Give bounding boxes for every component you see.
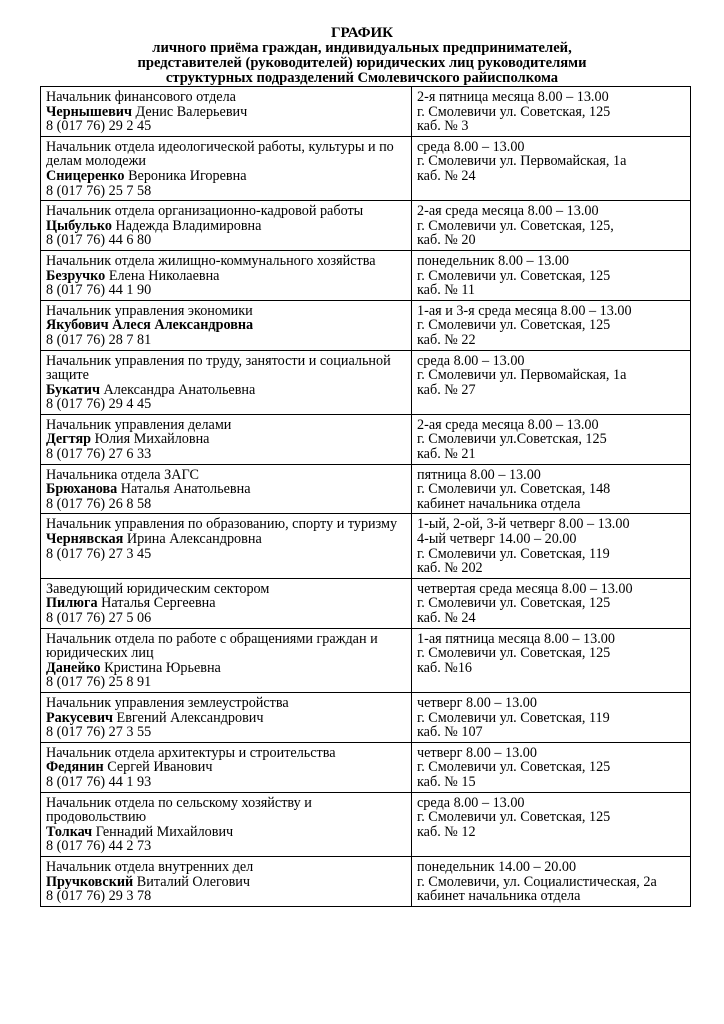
official-surname: Сницеренко [46,167,125,184]
official-given-name: Сергей Иванович [103,759,213,776]
official-given-name: Евгений Александрович [113,709,264,726]
official-surname: Цыбулько [46,217,112,234]
position-title: Начальник управления по образованию, спорту и туризму [46,516,398,533]
position-title: Начальник отдела организационно-кадровой работы [46,203,364,220]
official-given-name: Кристина Юрьевна [100,659,221,676]
schedule-cell [412,742,691,792]
schedule-line: г. Смолевичи ул. Советская, 125 [417,645,611,662]
schedule-line: 2-ая среда месяца 8.00 – 13.00 [417,203,599,220]
official-given-name: Надежда Владимировна [111,217,262,234]
schedule-cell [412,628,691,692]
official-name [46,318,406,333]
schedule-cell [412,578,691,628]
table-row [41,87,691,137]
position-title: Начальник отдела внутренних дел [46,858,254,875]
phone-number: 8 (017 76) 44 2 73 [46,838,152,855]
official-cell [41,201,412,251]
position-title: Начальник отдела по сельскому хозяйству и продовольствию [46,794,312,826]
phone-number: 8 (017 76) 44 1 90 [46,282,152,299]
official-cell [41,792,412,856]
official-name [46,482,406,497]
official-name [46,269,406,284]
official-given-name: Ирина Александровна [123,531,262,548]
official-surname: Толкач [46,823,93,840]
schedule-line: 1-ый, 2-ой, 3-й четверг 8.00 – 13.00 [417,516,630,533]
official-name [46,532,406,547]
schedule-line: г. Смолевичи ул. Советская, 125 [417,595,611,612]
schedule-cell [412,300,691,350]
schedule-line: каб. № 3 [417,118,469,135]
official-surname: Букатич [46,381,100,398]
schedule-line: г. Смолевичи ул. Советская, 125 [417,317,611,334]
official-surname: Якубович Алеся Александровна [46,317,254,334]
schedule-cell [412,514,691,578]
official-surname: Пилюга [46,595,98,612]
schedule-line: среда 8.00 – 13.00 [417,794,525,811]
official-name [46,596,406,611]
schedule-line: понедельник 8.00 – 13.00 [417,252,570,269]
schedule-line: понедельник 14.00 – 20.00 [417,858,577,875]
phone-number: 8 (017 76) 44 1 93 [46,773,152,790]
subtitle-line-2: представителей (руководителей) юридических лиц руководителями [137,55,587,71]
official-name [46,383,406,398]
schedule-cell [412,414,691,464]
phone-number: 8 (017 76) 44 6 80 [46,232,152,249]
official-cell [41,250,412,300]
schedule-cell [412,792,691,856]
official-name [46,825,406,840]
official-given-name: Виталий Олегович [133,873,251,890]
schedule-line: 1-ая и 3-я среда месяца 8.00 – 13.00 [417,302,632,319]
official-given-name: Геннадий Михайлович [92,823,234,840]
table-row [41,464,691,514]
official-cell [41,87,412,137]
official-given-name: Наталья Анатольевна [117,481,251,498]
official-surname: Чернявская [46,531,124,548]
schedule-line: 2-ая среда месяца 8.00 – 13.00 [417,416,599,433]
schedule-line: г. Смолевичи ул. Советская, 125 [417,103,611,120]
schedule-line: среда 8.00 – 13.00 [417,352,525,369]
table-row [41,856,691,906]
position-title: Начальник финансового отдела [46,89,236,105]
official-given-name: Александра Анатольевна [99,381,256,398]
schedule-line: каб. № 107 [417,724,483,741]
official-given-name: Юлия Михайловна [91,431,210,448]
schedule-line: каб. № 202 [417,560,483,577]
schedule-cell [412,201,691,251]
phone-number: 8 (017 76) 27 5 06 [46,610,152,626]
schedule-line: кабинет начальника отдела [417,888,581,905]
official-surname: Брюханова [46,481,118,498]
schedule-line: г. Смолевичи ул. Советская, 148 [417,481,611,498]
schedule-cell [412,350,691,414]
schedule-line: г. Смолевичи ул. Первомайская, 1а [417,367,627,384]
phone-number: 8 (017 76) 27 3 55 [46,724,152,741]
official-surname: Безручко [46,267,106,284]
schedule-cell [412,250,691,300]
official-surname: Пручковский [46,873,134,890]
official-cell [41,628,412,692]
schedule-line: четверг 8.00 – 13.00 [417,694,537,711]
position-title: Начальник отдела жилищно-коммунального хозяйства [46,252,376,269]
schedule-cell [412,136,691,200]
table-row [41,414,691,464]
official-cell [41,414,412,464]
schedule-cell [412,464,691,514]
schedule-line: четверг 8.00 – 13.00 [417,744,537,761]
official-given-name: Елена Николаевна [105,267,220,284]
official-given-name: Наталья Сергеевна [97,595,216,612]
position-title: Начальника отдела ЗАГС [46,466,199,483]
table-row [41,578,691,628]
position-title: Начальник управления делами [46,416,232,433]
table-row [41,742,691,792]
schedule-line: пятница 8.00 – 13.00 [417,466,541,483]
schedule-line: четвертая среда месяца 8.00 – 13.00 [417,580,633,597]
official-name [46,875,406,890]
table-row [41,792,691,856]
schedule-line: каб. № 20 [417,232,476,249]
table-row [41,628,691,692]
official-surname: Дегтяр [46,431,92,448]
schedule-line: каб. № 27 [417,381,476,398]
phone-number: 8 (017 76) 29 2 45 [46,118,152,135]
schedule-table [40,86,691,907]
table-row [41,201,691,251]
position-title: Начальник управления землеустройства [46,694,289,711]
official-given-name: Денис Валерьевич [131,103,248,120]
position-title: Начальник отдела архитектуры и строительства [46,744,336,761]
official-given-name: Вероника Игоревна [124,167,247,184]
phone-number: 8 (017 76) 29 3 78 [46,888,152,905]
official-surname: Федянин [46,759,104,776]
schedule-line: кабинет начальника отдела [417,495,581,512]
subtitle-line-3: структурных подразделений Смолевичского райисполкома [165,70,559,86]
schedule-line: среда 8.00 – 13.00 [417,138,525,155]
official-cell [41,514,412,578]
schedule-line: г. Смолевичи ул.Советская, 125 [417,431,607,448]
official-name [46,432,406,447]
table-row [41,300,691,350]
table-row [41,514,691,578]
schedule-line: каб. № 21 [417,446,476,463]
schedule-line: 1-ая пятница месяца 8.00 – 13.00 [417,630,615,647]
phone-number: 8 (017 76) 28 7 81 [46,331,152,348]
official-surname: Чернышевич [46,103,132,120]
official-name [46,711,406,726]
document-title: ГРАФИК [330,25,394,41]
schedule-line: каб. № 24 [417,610,476,626]
phone-number: 8 (017 76) 25 8 91 [46,674,152,691]
position-title: Заведующий юридическим сектором [46,580,270,597]
phone-number: 8 (017 76) 26 8 58 [46,495,152,512]
table-row [41,350,691,414]
official-name [46,760,406,775]
schedule-cell [412,692,691,742]
schedule-cell [412,87,691,137]
schedule-line: г. Смолевичи ул. Советская, 125, [417,217,614,234]
schedule-line: г. Смолевичи ул. Советская, 119 [417,545,610,562]
official-surname: Данейко [46,659,101,676]
table-row [41,250,691,300]
schedule-line: г. Смолевичи ул. Советская, 125 [417,809,611,826]
subtitle-line-1: личного приёма граждан, индивидуальных предпринимателей, [152,40,572,56]
schedule-line: г. Смолевичи ул. Советская, 125 [417,267,611,284]
position-title: Начальник отдела идеологической работы, культуры и по делам молодежи [46,138,394,170]
schedule-line: г. Смолевичи, ул. Социалистическая, 2а [417,873,657,890]
official-name [46,219,406,234]
schedule-line: 2-я пятница месяца 8.00 – 13.00 [417,89,609,105]
official-name [46,105,406,120]
schedule-line: каб. № 11 [417,282,476,299]
position-title: Начальник управления экономики [46,302,253,319]
phone-number: 8 (017 76) 25 7 58 [46,182,152,199]
official-cell [41,692,412,742]
official-name [46,661,406,676]
schedule-line: каб. № 15 [417,773,476,790]
schedule-line: г. Смолевичи ул. Первомайская, 1а [417,153,627,170]
official-cell [41,464,412,514]
table-row [41,692,691,742]
official-name [46,169,406,184]
official-cell [41,300,412,350]
schedule-line: каб. № 24 [417,167,476,184]
table-row [41,136,691,200]
phone-number: 8 (017 76) 29 4 45 [46,396,152,413]
schedule-line: г. Смолевичи ул. Советская, 125 [417,759,611,776]
official-cell [41,136,412,200]
schedule-line: каб. № 22 [417,331,476,348]
schedule-line: каб. №16 [417,659,473,676]
position-title: Начальник управления по труду, занятости и социальной защите [46,352,391,384]
phone-number: 8 (017 76) 27 3 45 [46,545,152,562]
schedule-line: каб. № 12 [417,823,476,840]
official-cell [41,856,412,906]
schedule-line: 4-ый четверг 14.00 – 20.00 [417,531,577,548]
official-cell [41,742,412,792]
schedule-cell [412,856,691,906]
schedule-line: г. Смолевичи ул. Советская, 119 [417,709,610,726]
official-cell [41,578,412,628]
document-header [0,26,724,86]
phone-number: 8 (017 76) 27 6 33 [46,446,152,463]
official-cell [41,350,412,414]
position-title: Начальник отдела по работе с обращениями граждан и юридических лиц [46,630,378,662]
official-surname: Ракусевич [46,709,113,726]
